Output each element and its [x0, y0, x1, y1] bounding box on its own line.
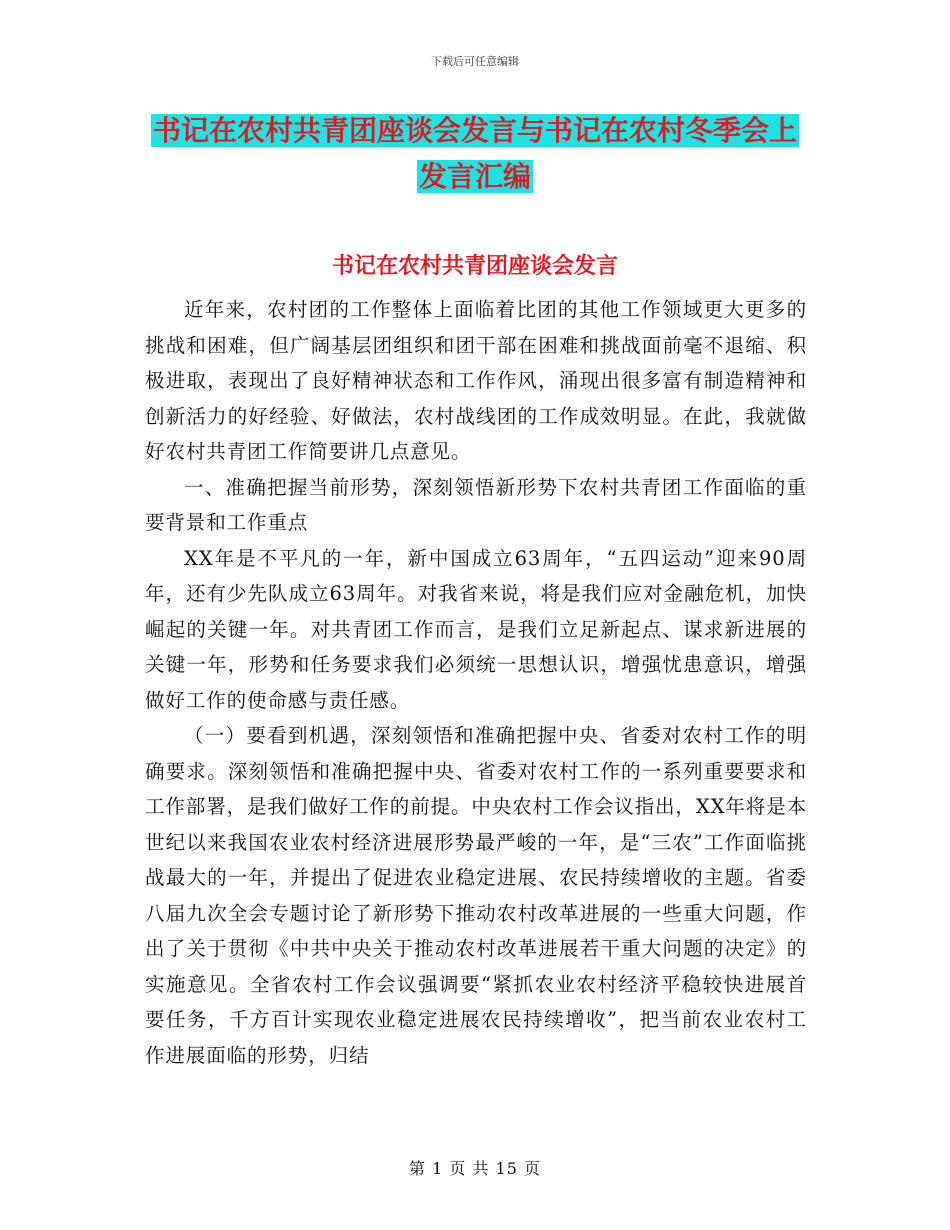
document-title-line-2: 发言汇编 [418, 160, 531, 193]
document-body [145, 292, 807, 1073]
paragraph-2: 一、准确把握当前形势，深刻领悟新形势下农村共青团工作面临的重要背景和工作重点 [145, 475, 807, 534]
page-number: 第 1 页 共 15 页 [409, 1159, 541, 1178]
page-header-note: 下载后可任意编辑 [431, 55, 519, 68]
document-title [0, 108, 950, 200]
paragraph-1: 近年来，农村团的工作整体上面临着比团的其他工作领域更大更多的挑战和困难，但广阔基层团组织和团干部在困难和挑战面前毫不退缩、积极进取，表现出了良好精神状态和工作作风，涌现出很多富有制造精神和创新活力的好经验、好做法，农村战线团的工作成效明显。在此，我就做好农村共青团工作简要讲几点意见。 [145, 298, 807, 463]
section-title: 书记在农村共青团座谈会发言 [331, 254, 618, 279]
document-title-line-1: 书记在农村共青团座谈会发言与书记在农村冬季会上 [152, 114, 797, 147]
paragraph-4: （一）要看到机遇，深刻领悟和准确把握中央、省委对农村工作的明确要求。深刻领悟和准确把握中央、省委对农村工作的一系列重要要求和工作部署，是我们做好工作的前提。中央农村工作会议指出，XX年将是本世纪以来我国农业农村经济进展形势最严峻的一年，是“三农”工作面临挑战最大的一年，并提出了促进农业稳定进展、农民持续增收的主题。省委八届九次全会专题讨论了新形势下推动农村改革进展的一些重大问题，作出了关于贯彻《中共中央关于推动农村改革进展若干重大问题的决定》的实施意见。全省农村工作会议强调要“紧抓农业农村经济平稳较快进展首要任务，千方百计实现农业稳定进展农民持续增收”，把当前农业农村工作进展面临的形势，归结 [145, 724, 807, 1067]
paragraph-3: XX年是不平凡的一年，新中国成立63周年，“五四运动”迎来90周年，还有少先队成立63周年。对我省来说，将是我们应对金融危机，加快崛起的关键一年。对共青团工作而言，是我们立足新起点、谋求新进展的关键一年，形势和任务要求我们必须统一思想认识，增强忧患意识，增强做好工作的使命感与责任感。 [145, 546, 807, 712]
